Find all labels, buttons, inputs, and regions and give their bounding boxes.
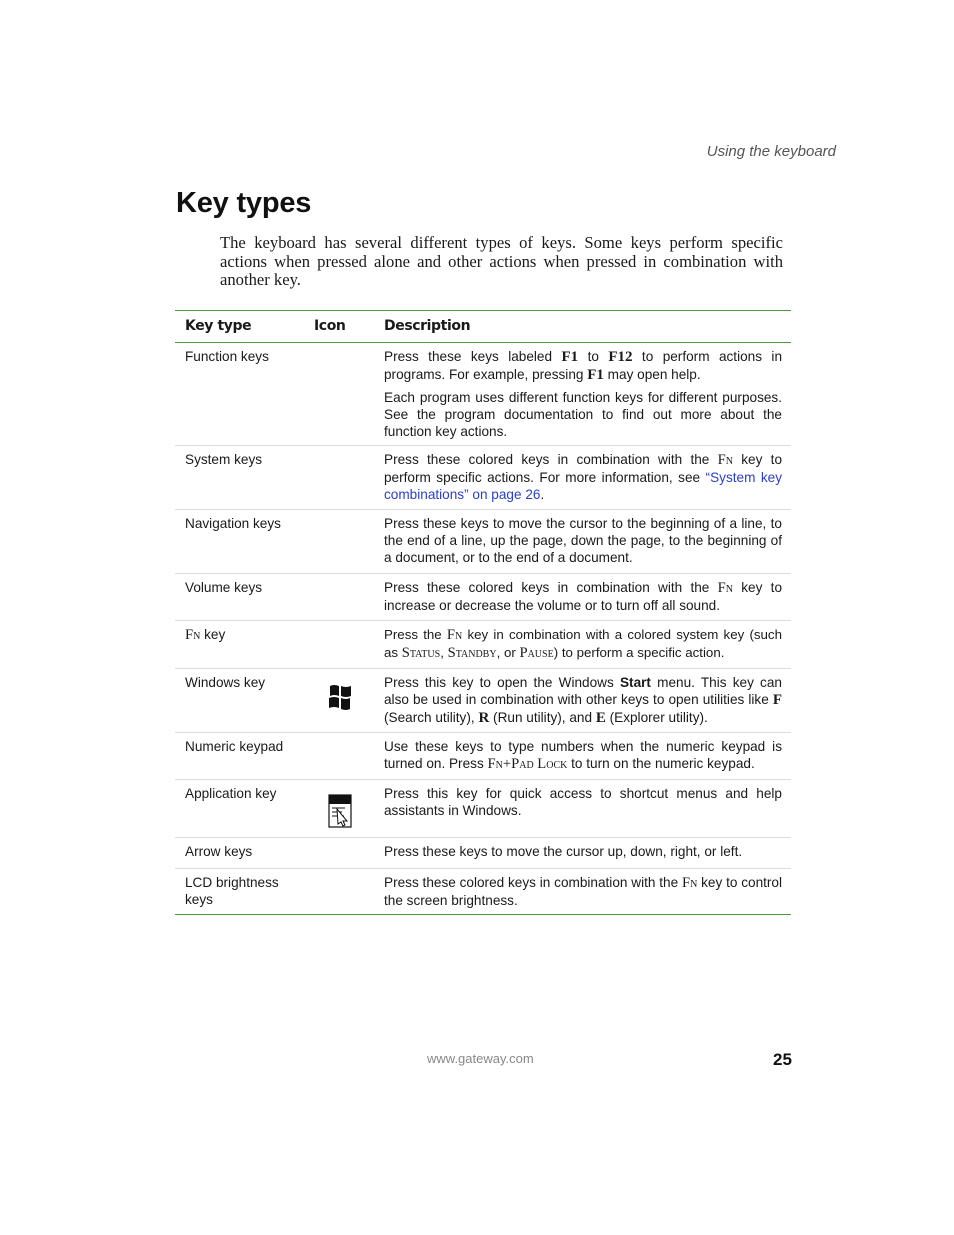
key-type-cell: LCD brightness keys — [185, 875, 279, 907]
header-key-type: Key type — [185, 318, 252, 334]
description-cell: Press this key to open the Windows Start menu. This key can also be used in combination with other keys to open utilities like F (Search utility), R (Run utility), and E (Explorer utility). — [384, 675, 782, 726]
header-icon: Icon — [314, 318, 346, 334]
key-types-table — [175, 310, 791, 915]
key-type-cell: Volume keys — [185, 580, 263, 595]
description-cell: Press these keys to move the cursor up, down, right, or left. — [384, 844, 743, 859]
application-menu-icon — [328, 794, 352, 832]
key-type-cell: Application key — [185, 786, 277, 801]
footer-url[interactable]: www.gateway.com — [427, 1051, 534, 1066]
table-row — [175, 733, 791, 780]
running-head: Using the keyboard — [706, 143, 836, 160]
description-cell: Press these colored keys in combination with the Fn key to perform specific actions. For more information, see “System key combinations” on page 26. — [384, 452, 783, 502]
table-row — [175, 869, 791, 914]
table-row — [175, 446, 791, 510]
description-cell: Press these keys to move the cursor to the beginning of a line, to the end of a line, up the page, down the page, to the beginning of a document, or to the end of a document. — [384, 516, 782, 565]
description-cell: Use these keys to type numbers when the numeric keypad is turned on. Press Fn+Pad Lock to turn on the numeric keypad. — [384, 739, 782, 772]
table-row — [175, 510, 791, 574]
key-type-cell: Arrow keys — [185, 844, 253, 859]
table-row — [175, 669, 791, 733]
intro-paragraph: The keyboard has several different types of keys. Some keys perform specific actions when pressed alone and other actions when pressed in combination with another key. — [220, 233, 783, 290]
key-type-cell: System keys — [185, 452, 263, 467]
table-row — [175, 780, 791, 838]
description-cell: Press the Fn key in combination with a colored system key (such as Status, Standby, or Pause) to perform a specific action. — [384, 627, 782, 661]
description-cell: Press these keys labeled F1 to F12 to perform actions in programs. For example, pressing F1 may open help. Each program uses different function keys for different purposes. See the program documentation to find out more about the function key actions. — [384, 349, 783, 439]
header-description: Description — [384, 318, 471, 334]
system-key-combinations-link[interactable]: “System key combinations” on page 26 — [384, 470, 783, 502]
table-row — [175, 621, 791, 669]
description-cell: Press these colored keys in combination with the Fn key to increase or decrease the volume or to turn off all sound. — [384, 580, 783, 613]
description-cell: Press these colored keys in combination with the Fn key to control the screen brightness. — [384, 875, 783, 908]
key-type-cell: Function keys — [185, 349, 269, 364]
table-row — [175, 574, 791, 621]
windows-logo-icon — [328, 683, 352, 716]
key-type-cell: Navigation keys — [185, 516, 281, 531]
page-title: Key types — [176, 187, 312, 219]
description-cell: Press this key for quick access to shortcut menus and help assistants in Windows. — [384, 786, 782, 818]
table-header — [175, 311, 791, 343]
key-type-cell: Windows key — [185, 675, 266, 690]
page-number: 25 — [773, 1050, 792, 1069]
key-type-cell: Numeric keypad — [185, 739, 284, 754]
key-type-cell: Fn key — [185, 627, 226, 643]
table-row — [175, 838, 791, 869]
table-row — [175, 343, 791, 446]
